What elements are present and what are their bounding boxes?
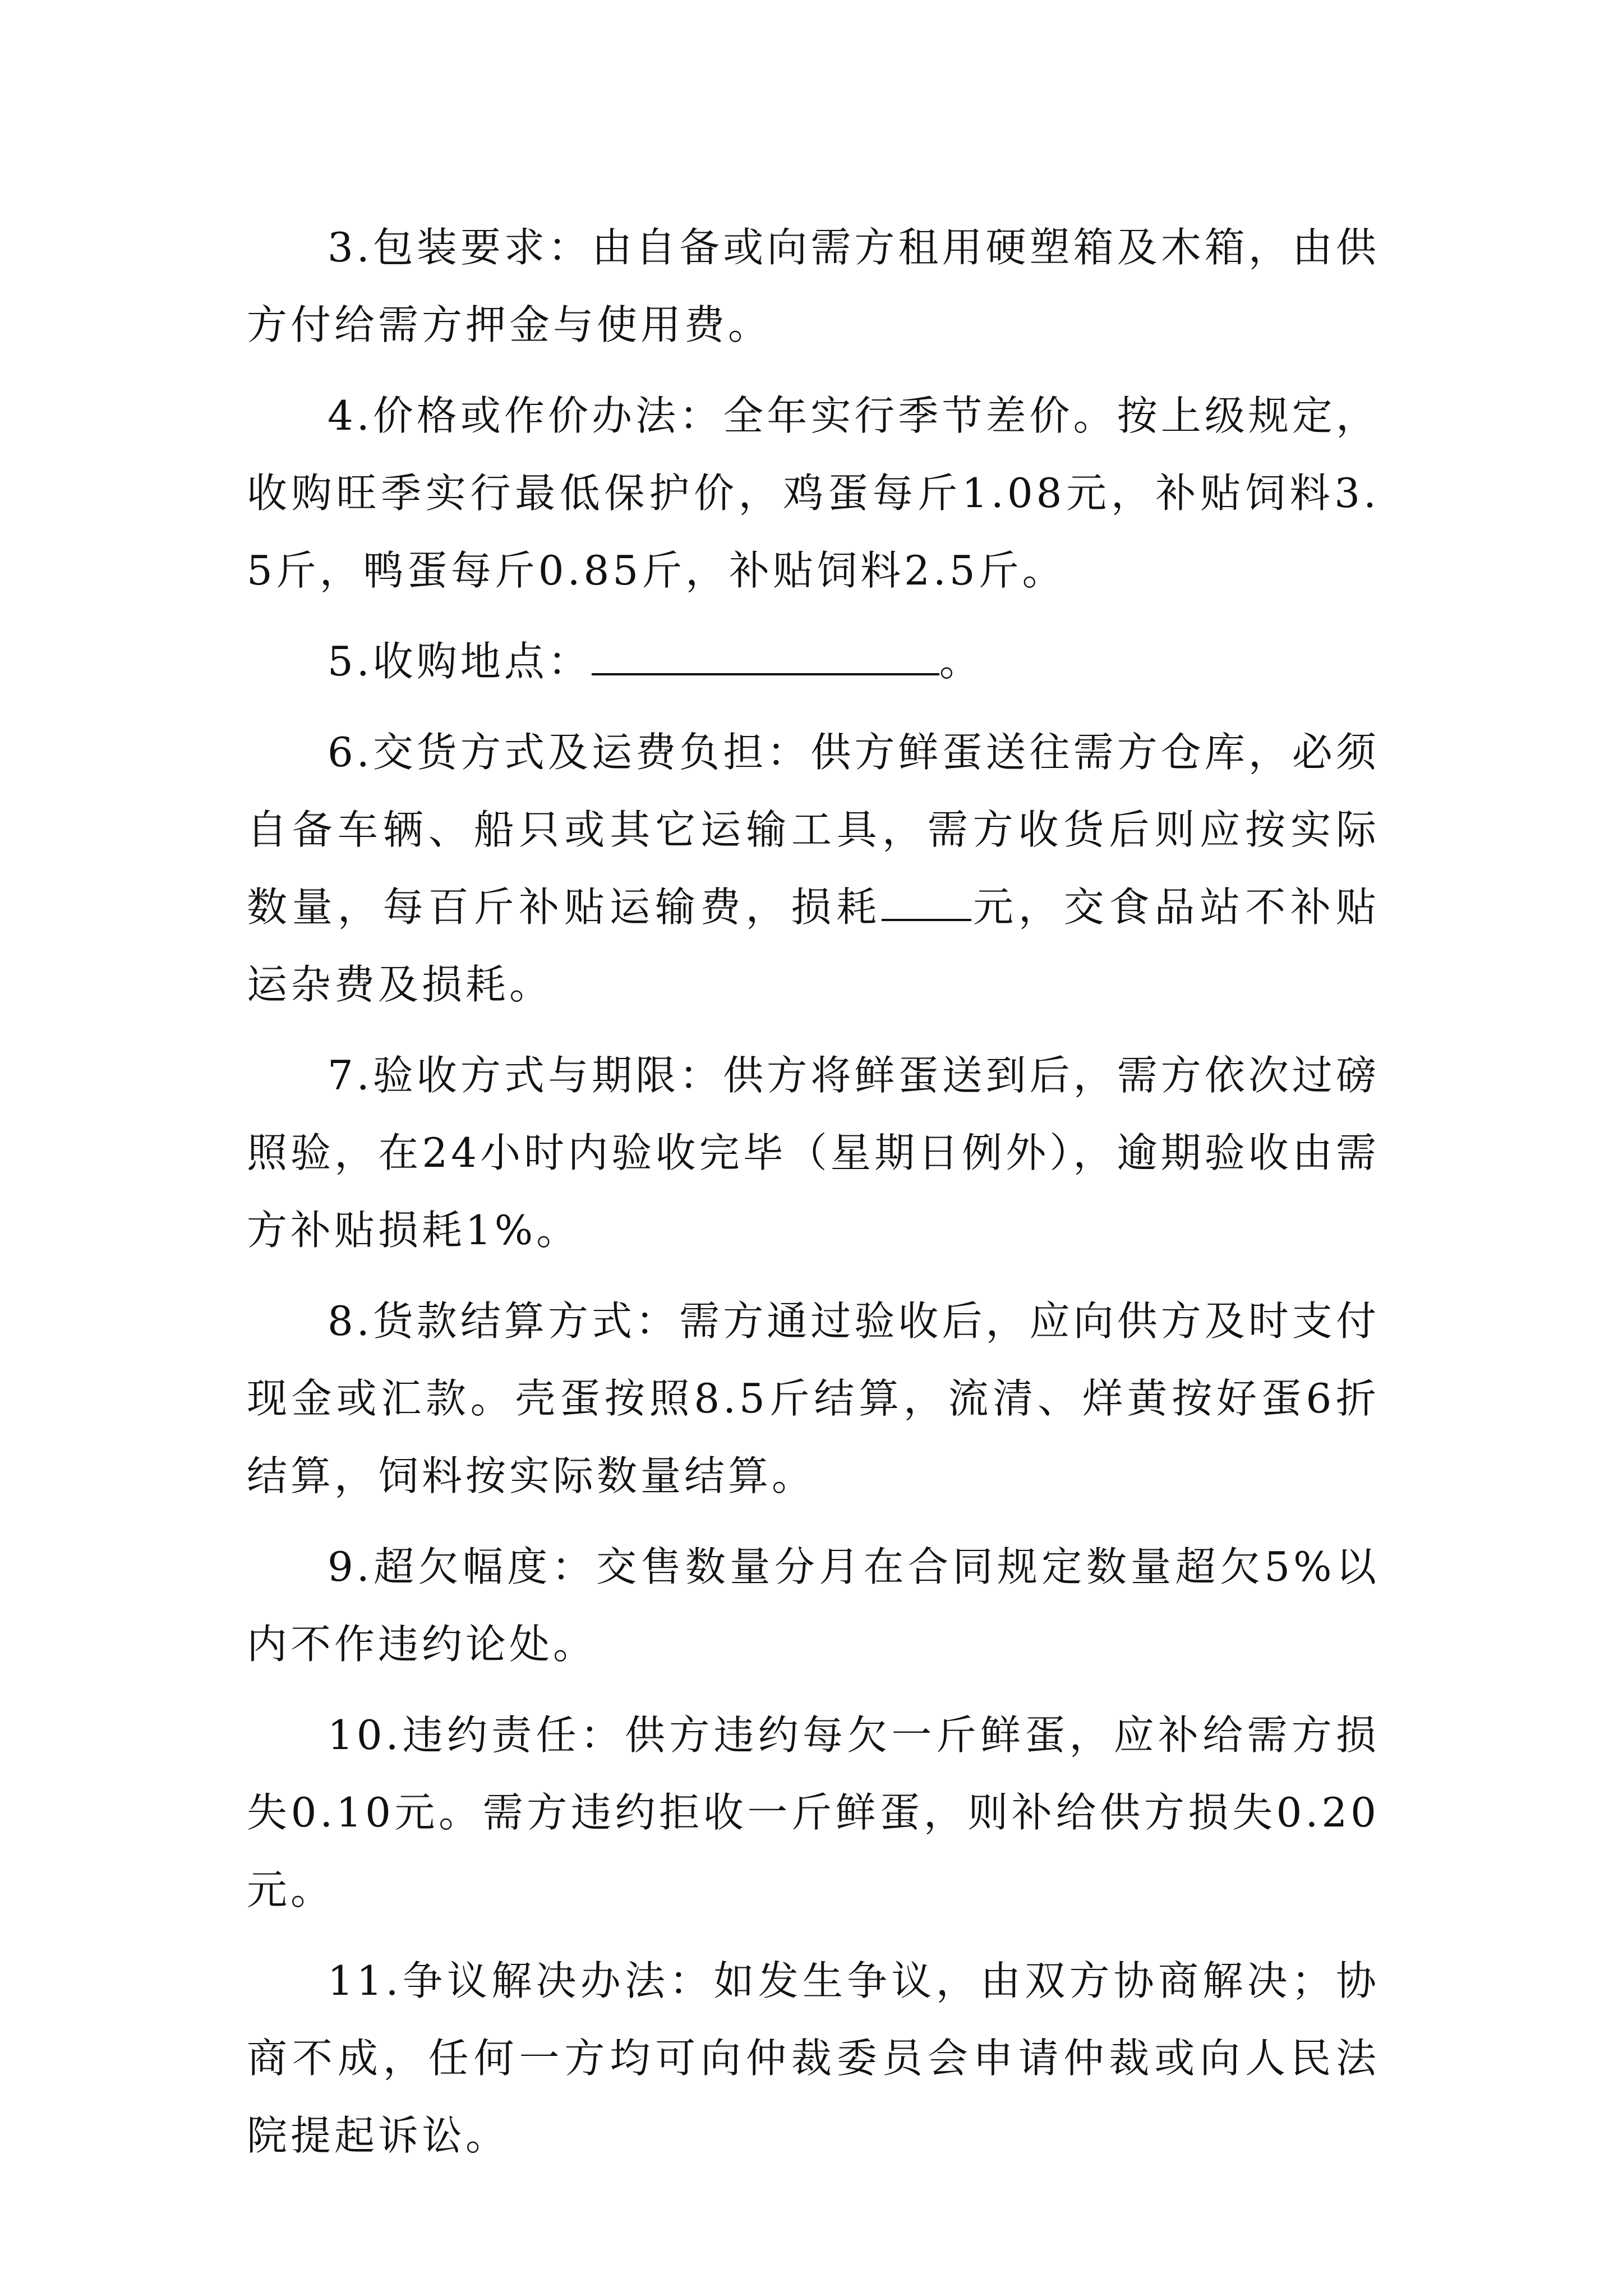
clause-breach-liability: 10.违约责任：供方违约每欠一斤鲜蛋，应补给需方损失0.10元。需方违约拒收一斤鲜蛋，则补给供方损失0.20元。 (247, 1711, 1380, 1913)
purchase-location-blank-field (592, 639, 939, 675)
clause-pricing: 4.价格或作价办法：全年实行季节差价。按上级规定，收购旺季实行最低保护价，鸡蛋每斤1.08元，补贴饲料3.5斤，鸭蛋每斤0.85斤，补贴饲料2.5斤。 (247, 392, 1380, 594)
clause-purchase-location (247, 623, 1380, 700)
clause-inspection: 7.验收方式与期限：供方将鲜蛋送到后，需方依次过磅照验，在24小时内验收完毕（星期日例外），逾期验收由需方补贴损耗1%。 (247, 1052, 1380, 1254)
clause-payment-settlement: 8.货款结算方式：需方通过验收后，应向供方及时支付现金或汇款。壳蛋按照8.5斤结算，流清、烊黄按好蛋6折结算，饲料按实际数量结算。 (247, 1297, 1380, 1499)
clause-dispute-resolution: 11.争议解决办法：如发生争议，由双方协商解决；协商不成，任何一方均可向仲裁委员会申请仲裁或向人民法院提起诉讼。 (247, 1957, 1380, 2159)
clause-delivery-freight-end: 元，交食品站不补贴运杂费及损耗。 (247, 884, 1380, 1008)
contract-clauses (247, 209, 1380, 2188)
clause-delivery-freight (247, 714, 1380, 1023)
clause-quantity-tolerance: 9.超欠幅度：交售数量分月在合同规定数量超欠5%以内不作违约论处。 (247, 1543, 1380, 1668)
clause-purchase-location-label: 5.收购地点： (328, 638, 592, 685)
clause-purchase-location-end: 。 (939, 638, 983, 685)
loss-amount-blank-field (882, 885, 971, 921)
clause-packaging: 3.包装要求：由自备或向需方租用硬塑箱及木箱，由供方付给需方押金与使用费。 (247, 224, 1380, 348)
clause-delivery-freight-text: 6.交货方式及运费负担：供方鲜蛋送往需方仓库，必须自备车辆、船只或其它运输工具，需方收货后则应按实际数量，每百斤补贴运输费，损耗 (247, 729, 1380, 931)
